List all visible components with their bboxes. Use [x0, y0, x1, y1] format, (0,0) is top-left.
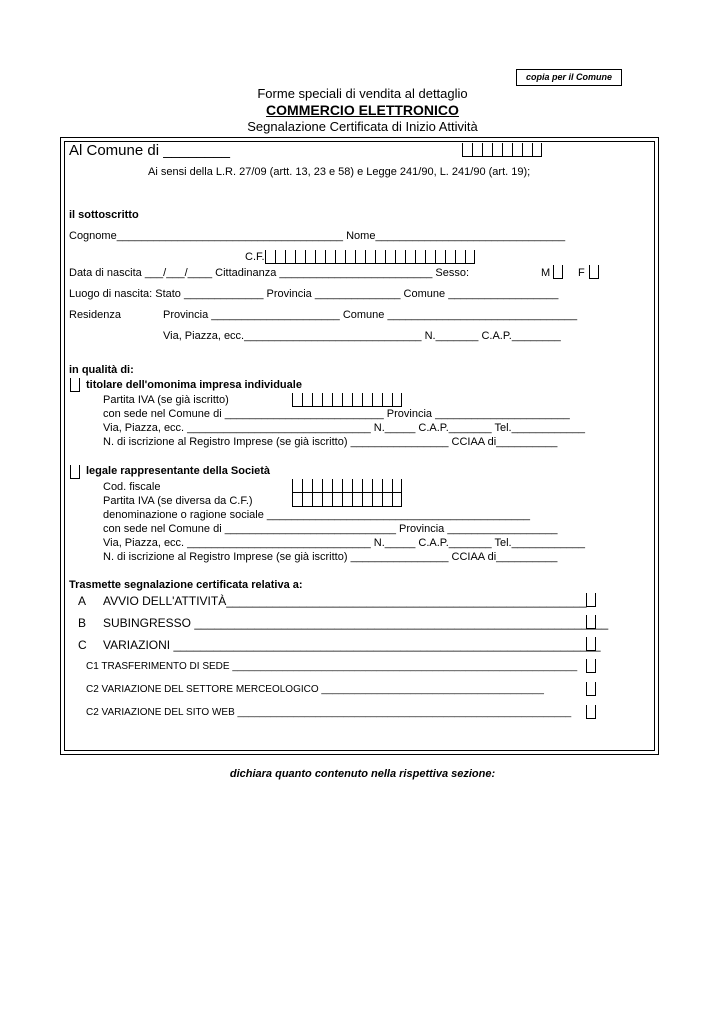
option-c-letter: C	[78, 638, 87, 652]
char-box[interactable]	[392, 493, 402, 507]
form-subtitle: Forme speciali di vendita al dettaglio	[257, 86, 468, 101]
char-box[interactable]	[392, 479, 402, 493]
char-box[interactable]	[352, 393, 362, 407]
char-box[interactable]	[392, 393, 402, 407]
option-b-text: SUBINGRESSO ______________________________________________________________	[103, 616, 609, 630]
char-box[interactable]	[455, 250, 465, 264]
char-box[interactable]	[586, 659, 596, 673]
char-box[interactable]	[322, 479, 332, 493]
residenza-via-field[interactable]: Via, Piazza, ecc._____________________________ N._______ C.A.P.________	[163, 330, 561, 342]
luogo-nascita-field[interactable]: Luogo di nascita: Stato _____________ Provincia ______________ Comune __________________	[69, 288, 559, 300]
char-box[interactable]	[586, 705, 596, 719]
char-box[interactable]	[445, 250, 455, 264]
sesso-m-label: M	[541, 267, 551, 279]
cf-boxes[interactable]	[265, 250, 475, 264]
char-box[interactable]	[335, 250, 345, 264]
form-title: COMMERCIO ELETTRONICO	[266, 102, 459, 118]
char-box[interactable]	[312, 393, 322, 407]
residenza-provincia-field[interactable]: Provincia _____________________ Comune _______________________________	[163, 309, 578, 321]
option-c1-checkbox[interactable]	[586, 659, 596, 673]
legale-cf-label: Cod. fiscale	[103, 481, 161, 493]
char-box[interactable]	[586, 637, 596, 651]
sesso-f-checkbox[interactable]	[589, 265, 599, 279]
char-box[interactable]	[315, 250, 325, 264]
char-box[interactable]	[395, 250, 405, 264]
titolare-via-field[interactable]: Via, Piazza, ecc. ______________________________ N._____ C.A.P._______ Tel.____________	[103, 422, 585, 434]
titolare-sede-field[interactable]: con sede nel Comune di __________________________ Provincia ______________________	[103, 408, 570, 420]
legale-denominazione-field[interactable]: denominazione o ragione sociale ___________________________________________	[103, 509, 530, 521]
char-box[interactable]	[292, 479, 302, 493]
qualita-heading: in qualità di:	[69, 364, 134, 376]
char-box[interactable]	[312, 493, 322, 507]
char-box[interactable]	[295, 250, 305, 264]
titolare-iscrizione-field[interactable]: N. di iscrizione al Registro Imprese (se già iscritto) ________________ CCIAA di__________	[103, 436, 558, 448]
char-box[interactable]	[512, 143, 522, 157]
char-box[interactable]	[362, 493, 372, 507]
legale-cf-boxes[interactable]	[292, 479, 402, 493]
option-a-checkbox[interactable]	[586, 593, 596, 607]
char-box[interactable]	[322, 393, 332, 407]
char-box[interactable]	[589, 265, 599, 279]
legale-checkbox[interactable]	[70, 465, 80, 479]
sottoscritto-heading: il sottoscritto	[69, 209, 139, 221]
option-c-text: VARIAZIONI ________________________________________________________________	[103, 638, 601, 652]
char-box[interactable]	[292, 493, 302, 507]
char-box[interactable]	[492, 143, 502, 157]
char-box[interactable]	[405, 250, 415, 264]
char-box[interactable]	[345, 250, 355, 264]
char-box[interactable]	[352, 493, 362, 507]
legale-piva-boxes[interactable]	[292, 493, 402, 507]
char-box[interactable]	[372, 493, 382, 507]
char-box[interactable]	[586, 593, 596, 607]
char-box[interactable]	[342, 493, 352, 507]
char-box[interactable]	[302, 393, 312, 407]
dichiara-note: dichiara quanto contenuto nella rispettiva sezione:	[229, 768, 496, 780]
char-box[interactable]	[382, 393, 392, 407]
nascita-field[interactable]: Data di nascita ___/___/____ Cittadinanza _________________________ Sesso:	[69, 267, 469, 279]
char-box[interactable]	[362, 393, 372, 407]
option-c2-sito-text: C2 VARIAZIONE DEL SITO WEB ____________________________________________________________	[86, 707, 572, 718]
char-box[interactable]	[325, 250, 335, 264]
sesso-m-checkbox[interactable]	[553, 265, 563, 279]
char-box[interactable]	[586, 615, 596, 629]
char-box[interactable]	[502, 143, 512, 157]
titolare-checkbox[interactable]	[70, 378, 80, 392]
char-box[interactable]	[302, 493, 312, 507]
legale-piva-label: Partita IVA (se diversa da C.F.)	[103, 495, 253, 507]
char-box[interactable]	[332, 393, 342, 407]
option-c2-sito-checkbox[interactable]	[586, 705, 596, 719]
char-box[interactable]	[425, 250, 435, 264]
option-a-letter: A	[78, 594, 87, 608]
char-box[interactable]	[312, 479, 322, 493]
comune-code-boxes[interactable]	[462, 143, 542, 157]
titolare-piva-boxes[interactable]	[292, 393, 402, 407]
option-c2-settore-text: C2 VARIAZIONE DEL SETTORE MERCEOLOGICO ________________________________________	[86, 684, 544, 695]
char-box[interactable]	[375, 250, 385, 264]
char-box[interactable]	[275, 250, 285, 264]
sesso-f-label: F	[578, 267, 585, 279]
char-box[interactable]	[472, 143, 482, 157]
char-box[interactable]	[305, 250, 315, 264]
char-box[interactable]	[385, 250, 395, 264]
titolare-piva-label: Partita IVA (se già iscritto)	[103, 394, 229, 406]
residenza-label: Residenza	[69, 309, 121, 321]
char-box[interactable]	[352, 479, 362, 493]
comune-field[interactable]: Al Comune di ________	[69, 142, 230, 159]
char-box[interactable]	[322, 493, 332, 507]
char-box[interactable]	[285, 250, 295, 264]
legale-via-field[interactable]: Via, Piazza, ecc. ______________________________ N._____ C.A.P._______ Tel.____________	[103, 537, 585, 549]
legal-reference: Ai sensi della L.R. 27/09 (artt. 13, 23 e 58) e Legge 241/90, L. 241/90 (art. 19);	[148, 166, 531, 178]
char-box[interactable]	[462, 143, 472, 157]
char-box[interactable]	[70, 465, 80, 479]
char-box[interactable]	[362, 479, 372, 493]
legale-sede-field[interactable]: con sede nel Comune di ____________________________ Provincia __________________	[103, 523, 558, 535]
char-box[interactable]	[342, 393, 352, 407]
option-c1-text: C1 TRASFERIMENTO DI SEDE ______________________________________________________________	[86, 661, 578, 672]
char-box[interactable]	[355, 250, 365, 264]
char-box[interactable]	[372, 393, 382, 407]
option-c-checkbox[interactable]	[586, 637, 596, 651]
char-box[interactable]	[302, 479, 312, 493]
char-box[interactable]	[553, 265, 563, 279]
char-box[interactable]	[465, 250, 475, 264]
char-box[interactable]	[522, 143, 532, 157]
option-c2-settore-checkbox[interactable]	[586, 682, 596, 696]
char-box[interactable]	[382, 479, 392, 493]
trasmette-heading: Trasmette segnalazione certificata relativa a:	[69, 579, 303, 591]
legale-label: legale rappresentante della Società	[86, 465, 271, 477]
char-box[interactable]	[482, 143, 492, 157]
char-box[interactable]	[342, 479, 352, 493]
option-b-letter: B	[78, 616, 87, 630]
option-a-text: AVVIO DELL'ATTIVITÀ______________________________________________________	[103, 594, 587, 608]
char-box[interactable]	[365, 250, 375, 264]
legale-iscrizione-field[interactable]: N. di iscrizione al Registro Imprese (se già iscritto) ________________ CCIAA di__________	[103, 551, 558, 563]
char-box[interactable]	[415, 250, 425, 264]
char-box[interactable]	[372, 479, 382, 493]
titolare-label: titolare dell'omonima impresa individuale	[86, 379, 302, 391]
cognome-nome-field[interactable]: Cognome_____________________________________ Nome_______________________________	[69, 230, 566, 242]
char-box[interactable]	[332, 493, 342, 507]
char-box[interactable]	[382, 493, 392, 507]
char-box[interactable]	[586, 682, 596, 696]
cf-label: C.F.	[245, 251, 265, 263]
char-box[interactable]	[435, 250, 445, 264]
option-b-checkbox[interactable]	[586, 615, 596, 629]
char-box[interactable]	[292, 393, 302, 407]
copy-label: copia per il Comune	[516, 69, 622, 86]
char-box[interactable]	[532, 143, 542, 157]
char-box[interactable]	[70, 378, 80, 392]
form-heading: Segnalazione Certificata di Inizio Attività	[247, 119, 478, 134]
char-box[interactable]	[332, 479, 342, 493]
char-box[interactable]	[265, 250, 275, 264]
